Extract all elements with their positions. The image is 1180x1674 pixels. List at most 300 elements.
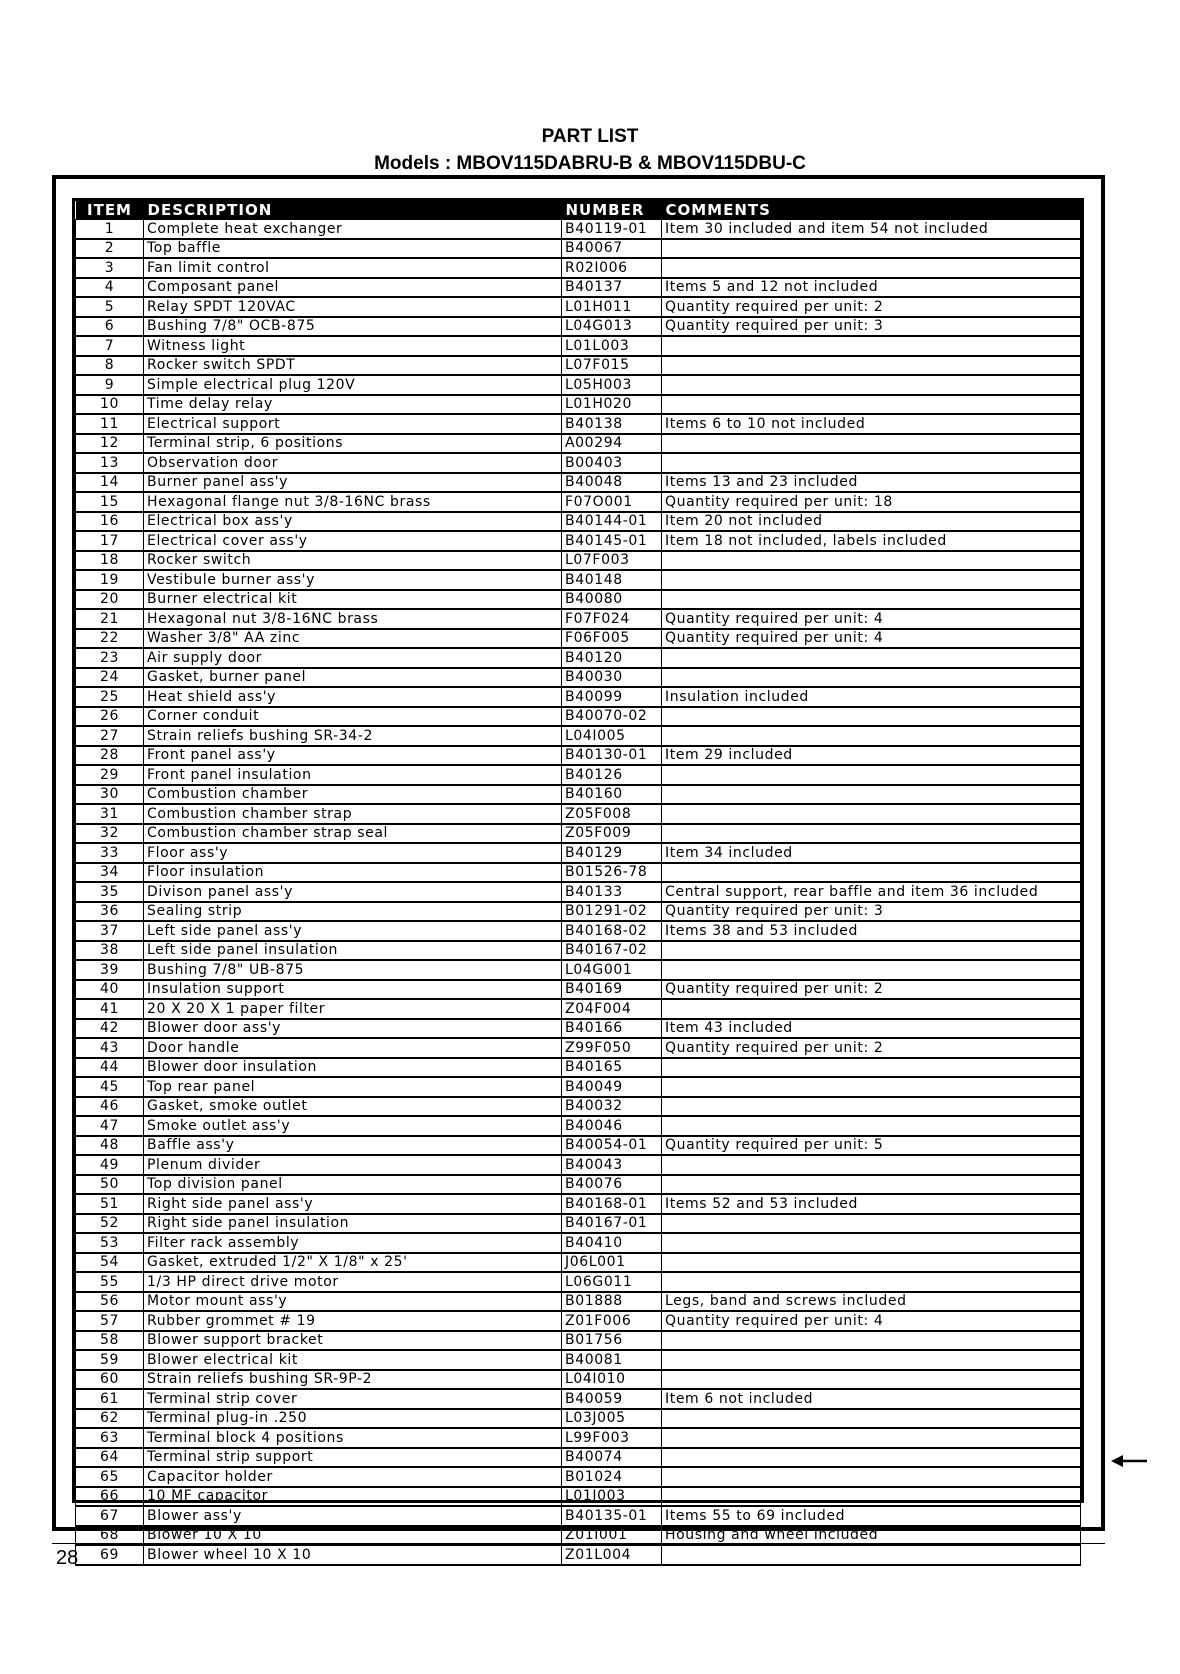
cell-comments [662,1487,1081,1507]
cell-item: 25 [76,687,144,707]
cell-comments: Quantity required per unit: 3 [662,902,1081,922]
cell-item: 69 [76,1545,144,1565]
cell-number: B40160 [562,785,662,805]
cell-description: Blower wheel 10 X 10 [144,1545,562,1565]
cell-comments [662,1175,1081,1195]
cell-item: 43 [76,1038,144,1058]
cell-item: 8 [76,356,144,376]
table-row [76,1292,1081,1312]
cell-number: B40046 [562,1116,662,1136]
cell-description: Left side panel insulation [144,941,562,961]
table-body [76,220,1081,1565]
cell-description: Hexagonal nut 3/8-16NC brass [144,609,562,629]
footer-rule [52,1543,1105,1544]
table-row [76,726,1081,746]
cell-description: Top division panel [144,1175,562,1195]
cell-number: Z05F008 [562,804,662,824]
cell-comments [662,590,1081,610]
cell-item: 4 [76,278,144,298]
cell-number: L04I010 [562,1370,662,1390]
cell-description: Hexagonal flange nut 3/8-16NC brass [144,492,562,512]
cell-comments [662,1350,1081,1370]
cell-number: B00403 [562,453,662,473]
cell-item: 42 [76,1019,144,1039]
cell-comments [662,239,1081,259]
cell-description: Baffle ass'y [144,1136,562,1156]
cell-comments: Item 29 included [662,746,1081,766]
cell-comments [662,648,1081,668]
cell-number: B01024 [562,1467,662,1487]
page-title: PART LIST [541,126,639,147]
cell-comments [662,1058,1081,1078]
cell-item: 10 [76,395,144,415]
table-row [76,453,1081,473]
cell-comments [662,1467,1081,1487]
cell-description: Top rear panel [144,1077,562,1097]
table-row [76,1389,1081,1409]
cell-item: 28 [76,746,144,766]
cell-description: Strain reliefs bushing SR-9P-2 [144,1370,562,1390]
cell-comments [662,999,1081,1019]
cell-number: B40145-01 [562,531,662,551]
cell-number: L07F003 [562,551,662,571]
cell-comments [662,551,1081,571]
cell-number: B40148 [562,570,662,590]
cell-item: 9 [76,375,144,395]
cell-description: Composant panel [144,278,562,298]
cell-item: 18 [76,551,144,571]
cell-item: 54 [76,1253,144,1273]
cell-number: B40030 [562,668,662,688]
table-row [76,1448,1081,1468]
header-description: DESCRIPTION [144,201,562,220]
cell-comments [662,960,1081,980]
cell-number: B40165 [562,1058,662,1078]
cell-comments [662,1097,1081,1117]
cell-comments: Item 20 not included [662,512,1081,532]
cell-item: 50 [76,1175,144,1195]
cell-item: 40 [76,980,144,1000]
table-row [76,863,1081,883]
cell-item: 44 [76,1058,144,1078]
cell-comments [662,434,1081,454]
cell-number: B40119-01 [562,220,662,239]
cell-description: Motor mount ass'y [144,1292,562,1312]
cell-description: Observation door [144,453,562,473]
cell-number: J06L001 [562,1253,662,1273]
cell-comments [662,258,1081,278]
page-number: 28 [56,1547,79,1569]
cell-number: B40080 [562,590,662,610]
table-row [76,882,1081,902]
cell-description: Rocker switch [144,551,562,571]
cell-description: Blower door insulation [144,1058,562,1078]
table-row [76,1214,1081,1234]
cell-number: B40059 [562,1389,662,1409]
table-row [76,902,1081,922]
cell-item: 20 [76,590,144,610]
cell-description: Witness light [144,336,562,356]
cell-number: L06G011 [562,1272,662,1292]
cell-number: B40099 [562,687,662,707]
table-row [76,258,1081,278]
table-row [76,804,1081,824]
table-row [76,1019,1081,1039]
cell-comments [662,863,1081,883]
cell-comments: Quantity required per unit: 4 [662,1311,1081,1331]
cell-item: 35 [76,882,144,902]
table-row [76,1331,1081,1351]
cell-item: 24 [76,668,144,688]
table-row [76,297,1081,317]
table-row [76,1253,1081,1273]
cell-number: B01291-02 [562,902,662,922]
cell-number: Z01F006 [562,1311,662,1331]
header-comments: COMMENTS [662,201,1081,220]
table-row [76,1428,1081,1448]
cell-number: B40167-01 [562,1214,662,1234]
cell-description: Terminal strip, 6 positions [144,434,562,454]
cell-description: Terminal strip support [144,1448,562,1468]
cell-number: B40126 [562,765,662,785]
cell-item: 65 [76,1467,144,1487]
cell-number: B01888 [562,1292,662,1312]
table-row [76,1272,1081,1292]
cell-comments [662,1214,1081,1234]
cell-number: L01I003 [562,1487,662,1507]
cell-comments: Items 52 and 53 included [662,1194,1081,1214]
cell-description: Left side panel ass'y [144,921,562,941]
cell-item: 56 [76,1292,144,1312]
cell-item: 26 [76,707,144,727]
table-row [76,1194,1081,1214]
cell-comments [662,668,1081,688]
table-row [76,999,1081,1019]
table-row [76,375,1081,395]
cell-number: L01H020 [562,395,662,415]
cell-number: B40032 [562,1097,662,1117]
cell-item: 22 [76,629,144,649]
cell-description: Gasket, smoke outlet [144,1097,562,1117]
cell-number: B40076 [562,1175,662,1195]
cell-comments: Quantity required per unit: 4 [662,629,1081,649]
cell-comments [662,824,1081,844]
table-header-row [76,201,1081,220]
cell-description: Strain reliefs bushing SR-34-2 [144,726,562,746]
cell-item: 67 [76,1506,144,1526]
cell-description: Terminal strip cover [144,1389,562,1409]
cell-number: B40135-01 [562,1506,662,1526]
cell-comments [662,941,1081,961]
cell-item: 51 [76,1194,144,1214]
cell-number: B01526-78 [562,863,662,883]
table-row [76,1311,1081,1331]
cell-description: Heat shield ass'y [144,687,562,707]
cell-description: Fan limit control [144,258,562,278]
table-row [76,765,1081,785]
cell-number: B40049 [562,1077,662,1097]
cell-item: 36 [76,902,144,922]
table-row [76,317,1081,337]
cell-item: 59 [76,1350,144,1370]
table-row [76,687,1081,707]
part-list-table-container [72,198,1084,1563]
cell-description: Rocker switch SPDT [144,356,562,376]
cell-comments: Item 34 included [662,843,1081,863]
table-row [76,551,1081,571]
cell-description: Front panel ass'y [144,746,562,766]
table-row [76,434,1081,454]
cell-description: Burner panel ass'y [144,473,562,493]
table-row [76,1506,1081,1526]
cell-item: 49 [76,1155,144,1175]
cell-number: B40167-02 [562,941,662,961]
cell-number: B40074 [562,1448,662,1468]
cell-number: L07F015 [562,356,662,376]
cell-description: Sealing strip [144,902,562,922]
cell-comments: Items 13 and 23 included [662,473,1081,493]
cell-item: 16 [76,512,144,532]
cell-comments: Item 30 included and item 54 not included [662,220,1081,239]
cell-description: Right side panel ass'y [144,1194,562,1214]
cell-comments: Items 38 and 53 included [662,921,1081,941]
cell-item: 66 [76,1487,144,1507]
part-list-table [75,201,1081,1566]
cell-description: Electrical box ass'y [144,512,562,532]
cell-number: B01756 [562,1331,662,1351]
cell-description: Gasket, burner panel [144,668,562,688]
cell-item: 63 [76,1428,144,1448]
cell-number: L03J005 [562,1409,662,1429]
cell-number: B40168-02 [562,921,662,941]
cell-description: Electrical support [144,414,562,434]
cell-item: 23 [76,648,144,668]
arrow-left-icon [1111,1454,1147,1468]
cell-number: B40166 [562,1019,662,1039]
table-row [76,921,1081,941]
cell-number: L05H003 [562,375,662,395]
cell-comments: Items 5 and 12 not included [662,278,1081,298]
cell-description: Combustion chamber strap seal [144,824,562,844]
cell-comments: Quantity required per unit: 5 [662,1136,1081,1156]
cell-description: Vestibule burner ass'y [144,570,562,590]
table-row [76,1136,1081,1156]
cell-item: 6 [76,317,144,337]
cell-number: B40043 [562,1155,662,1175]
cell-description: Right side panel insulation [144,1214,562,1234]
cell-item: 13 [76,453,144,473]
table-row [76,1370,1081,1390]
cell-number: A00294 [562,434,662,454]
table-row [76,1038,1081,1058]
cell-number: B40067 [562,239,662,259]
table-row [76,531,1081,551]
table-row [76,1116,1081,1136]
table-row [76,1467,1081,1487]
cell-number: B40130-01 [562,746,662,766]
cell-item: 17 [76,531,144,551]
cell-description: Filter rack assembly [144,1233,562,1253]
cell-comments: Items 6 to 10 not included [662,414,1081,434]
cell-item: 61 [76,1389,144,1409]
cell-item: 48 [76,1136,144,1156]
cell-number: B40168-01 [562,1194,662,1214]
cell-comments [662,1077,1081,1097]
cell-comments [662,1409,1081,1429]
cell-description: 1/3 HP direct drive motor [144,1272,562,1292]
cell-item: 64 [76,1448,144,1468]
cell-item: 32 [76,824,144,844]
cell-number: B40054-01 [562,1136,662,1156]
cell-number: R02I006 [562,258,662,278]
cell-item: 5 [76,297,144,317]
models-subtitle: Models : MBOV115DABRU-B & MBOV115DBU-C [374,153,806,174]
cell-item: 62 [76,1409,144,1429]
cell-comments [662,707,1081,727]
cell-item: 15 [76,492,144,512]
cell-item: 19 [76,570,144,590]
cell-comments [662,804,1081,824]
table-row [76,1487,1081,1507]
cell-item: 39 [76,960,144,980]
table-row [76,941,1081,961]
cell-description: Complete heat exchanger [144,220,562,239]
cell-item: 30 [76,785,144,805]
cell-number: L01L003 [562,336,662,356]
cell-item: 14 [76,473,144,493]
cell-number: B40120 [562,648,662,668]
cell-number: F07F024 [562,609,662,629]
table-row [76,1058,1081,1078]
cell-item: 47 [76,1116,144,1136]
table-row [76,1545,1081,1565]
cell-number: B40137 [562,278,662,298]
cell-comments [662,356,1081,376]
cell-description: Front panel insulation [144,765,562,785]
cell-description: Simple electrical plug 120V [144,375,562,395]
cell-number: B40144-01 [562,512,662,532]
table-row [76,843,1081,863]
cell-description: Combustion chamber [144,785,562,805]
cell-description: Terminal plug-in .250 [144,1409,562,1429]
cell-description: Blower electrical kit [144,1350,562,1370]
cell-number: B40081 [562,1350,662,1370]
table-row [76,785,1081,805]
cell-item: 27 [76,726,144,746]
table-row [76,960,1081,980]
cell-comments [662,1116,1081,1136]
cell-description: Gasket, extruded 1/2" X 1/8" x 25' [144,1253,562,1273]
table-row [76,1175,1081,1195]
cell-item: 57 [76,1311,144,1331]
cell-number: L99F003 [562,1428,662,1448]
cell-number: Z01I001 [562,1526,662,1546]
cell-description: Bushing 7/8" OCB-875 [144,317,562,337]
cell-description: Combustion chamber strap [144,804,562,824]
cell-description: Insulation support [144,980,562,1000]
cell-comments [662,1545,1081,1565]
cell-description: Blower support bracket [144,1331,562,1351]
cell-comments [662,726,1081,746]
cell-description: Corner conduit [144,707,562,727]
cell-comments: Quantity required per unit: 2 [662,297,1081,317]
cell-number: Z99F050 [562,1038,662,1058]
cell-description: Smoke outlet ass'y [144,1116,562,1136]
cell-number: L04I005 [562,726,662,746]
cell-item: 58 [76,1331,144,1351]
table-row [76,414,1081,434]
cell-number: L01H011 [562,297,662,317]
cell-comments: Legs, band and screws included [662,1292,1081,1312]
cell-comments: Quantity required per unit: 2 [662,1038,1081,1058]
cell-comments [662,336,1081,356]
cell-description: Terminal block 4 positions [144,1428,562,1448]
cell-number: Z05F009 [562,824,662,844]
cell-description: Door handle [144,1038,562,1058]
cell-description: Rubber grommet # 19 [144,1311,562,1331]
cell-description: 20 X 20 X 1 paper filter [144,999,562,1019]
cell-comments [662,395,1081,415]
cell-item: 34 [76,863,144,883]
table-row [76,1077,1081,1097]
table-row [76,239,1081,259]
cell-comments [662,785,1081,805]
cell-item: 2 [76,239,144,259]
cell-number: B40129 [562,843,662,863]
cell-description: Air supply door [144,648,562,668]
cell-description: Blower ass'y [144,1506,562,1526]
table-row [76,570,1081,590]
cell-description: Blower 10 X 10 [144,1526,562,1546]
cell-item: 55 [76,1272,144,1292]
table-row [76,512,1081,532]
cell-number: B40138 [562,414,662,434]
table-row [76,395,1081,415]
cell-comments: Central support, rear baffle and item 36 included [662,882,1081,902]
cell-number: L04G001 [562,960,662,980]
cell-description: Electrical cover ass'y [144,531,562,551]
table-row [76,609,1081,629]
cell-description: Plenum divider [144,1155,562,1175]
cell-item: 53 [76,1233,144,1253]
cell-comments [662,1155,1081,1175]
cell-number: Z01L004 [562,1545,662,1565]
cell-item: 3 [76,258,144,278]
table-row [76,648,1081,668]
cell-description: Floor insulation [144,863,562,883]
cell-item: 68 [76,1526,144,1546]
cell-description: Capacitor holder [144,1467,562,1487]
table-row [76,824,1081,844]
cell-item: 7 [76,336,144,356]
cell-comments: Quantity required per unit: 3 [662,317,1081,337]
table-row [76,356,1081,376]
cell-description: Burner electrical kit [144,590,562,610]
cell-item: 33 [76,843,144,863]
table-row [76,980,1081,1000]
table-row [76,629,1081,649]
table-row [76,1155,1081,1175]
table-row [76,1097,1081,1117]
cell-description: Top baffle [144,239,562,259]
cell-item: 37 [76,921,144,941]
cell-comments: Items 55 to 69 included [662,1506,1081,1526]
table-row [76,278,1081,298]
header-number: NUMBER [562,201,662,220]
cell-comments: Quantity required per unit: 18 [662,492,1081,512]
table-row [76,707,1081,727]
cell-comments: Item 18 not included, labels included [662,531,1081,551]
